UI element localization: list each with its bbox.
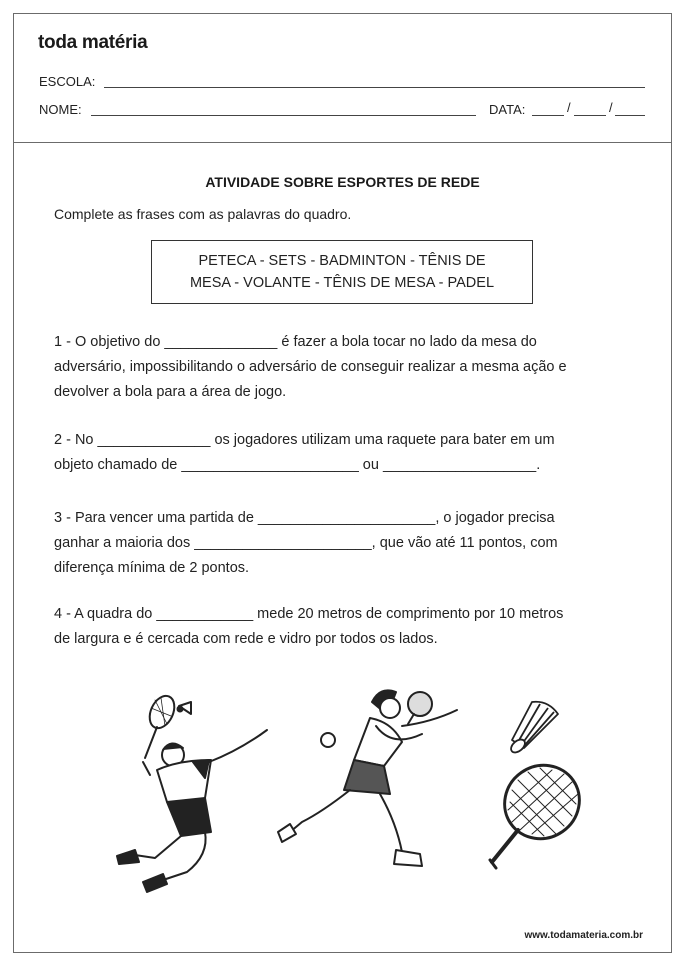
data-label: DATA:	[489, 102, 526, 117]
escola-field[interactable]	[104, 87, 645, 88]
instruction-text: Complete as frases com as palavras do quadro.	[54, 206, 352, 222]
question-line: 2 - No ______________ os jogadores utilizam uma raquete para bater em um	[54, 432, 555, 448]
header-divider	[13, 142, 672, 143]
table-tennis-player-icon	[272, 682, 467, 872]
date-separator: /	[567, 100, 571, 115]
date-day-field[interactable]	[532, 115, 564, 116]
question-line: diferença mínima de 2 pontos.	[54, 560, 250, 576]
date-separator: /	[609, 100, 613, 115]
date-year-field[interactable]	[615, 115, 645, 116]
question-1	[54, 330, 634, 405]
badminton-player-icon	[105, 690, 275, 905]
question-4	[54, 602, 634, 652]
question-line: 4 - A quadra do ____________ mede 20 metros de comprimento por 10 metros	[54, 606, 564, 622]
date-month-field[interactable]	[574, 115, 606, 116]
shuttlecock-icon	[502, 694, 564, 754]
question-line: devolver a bola para a área de jogo.	[54, 384, 287, 400]
word-bank-line: MESA - VOLANTE - TÊNIS DE MESA - PADEL	[189, 275, 495, 291]
question-line: de largura e é cercada com rede e vidro por todos os lados.	[54, 631, 438, 647]
footer-url[interactable]: www.todamateria.com.br	[524, 930, 643, 941]
nome-field[interactable]	[91, 115, 476, 116]
logo: toda matéria	[38, 32, 148, 53]
question-line: adversário, impossibilitando o adversário de conseguir realizar a mesma ação e	[54, 359, 567, 375]
escola-label: ESCOLA:	[39, 74, 96, 89]
word-bank-line: PETECA - SETS - BADMINTON - TÊNIS DE	[198, 253, 486, 269]
question-2	[54, 428, 634, 478]
racket-icon	[482, 760, 592, 875]
question-line: objeto chamado de ______________________ ou ___________________.	[54, 457, 541, 473]
question-line: 3 - Para vencer uma partida de ______________________, o jogador precisa	[54, 510, 555, 526]
question-3	[54, 506, 634, 581]
question-line: ganhar a maioria dos ______________________, que vão até 11 pontos, com	[54, 535, 558, 551]
page-title: ATIVIDADE SOBRE ESPORTES DE REDE	[205, 174, 480, 190]
question-line: 1 - O objetivo do ______________ é fazer a bola tocar no lado da mesa do	[54, 334, 537, 350]
nome-label: NOME:	[39, 102, 82, 117]
word-bank-box	[151, 240, 533, 304]
